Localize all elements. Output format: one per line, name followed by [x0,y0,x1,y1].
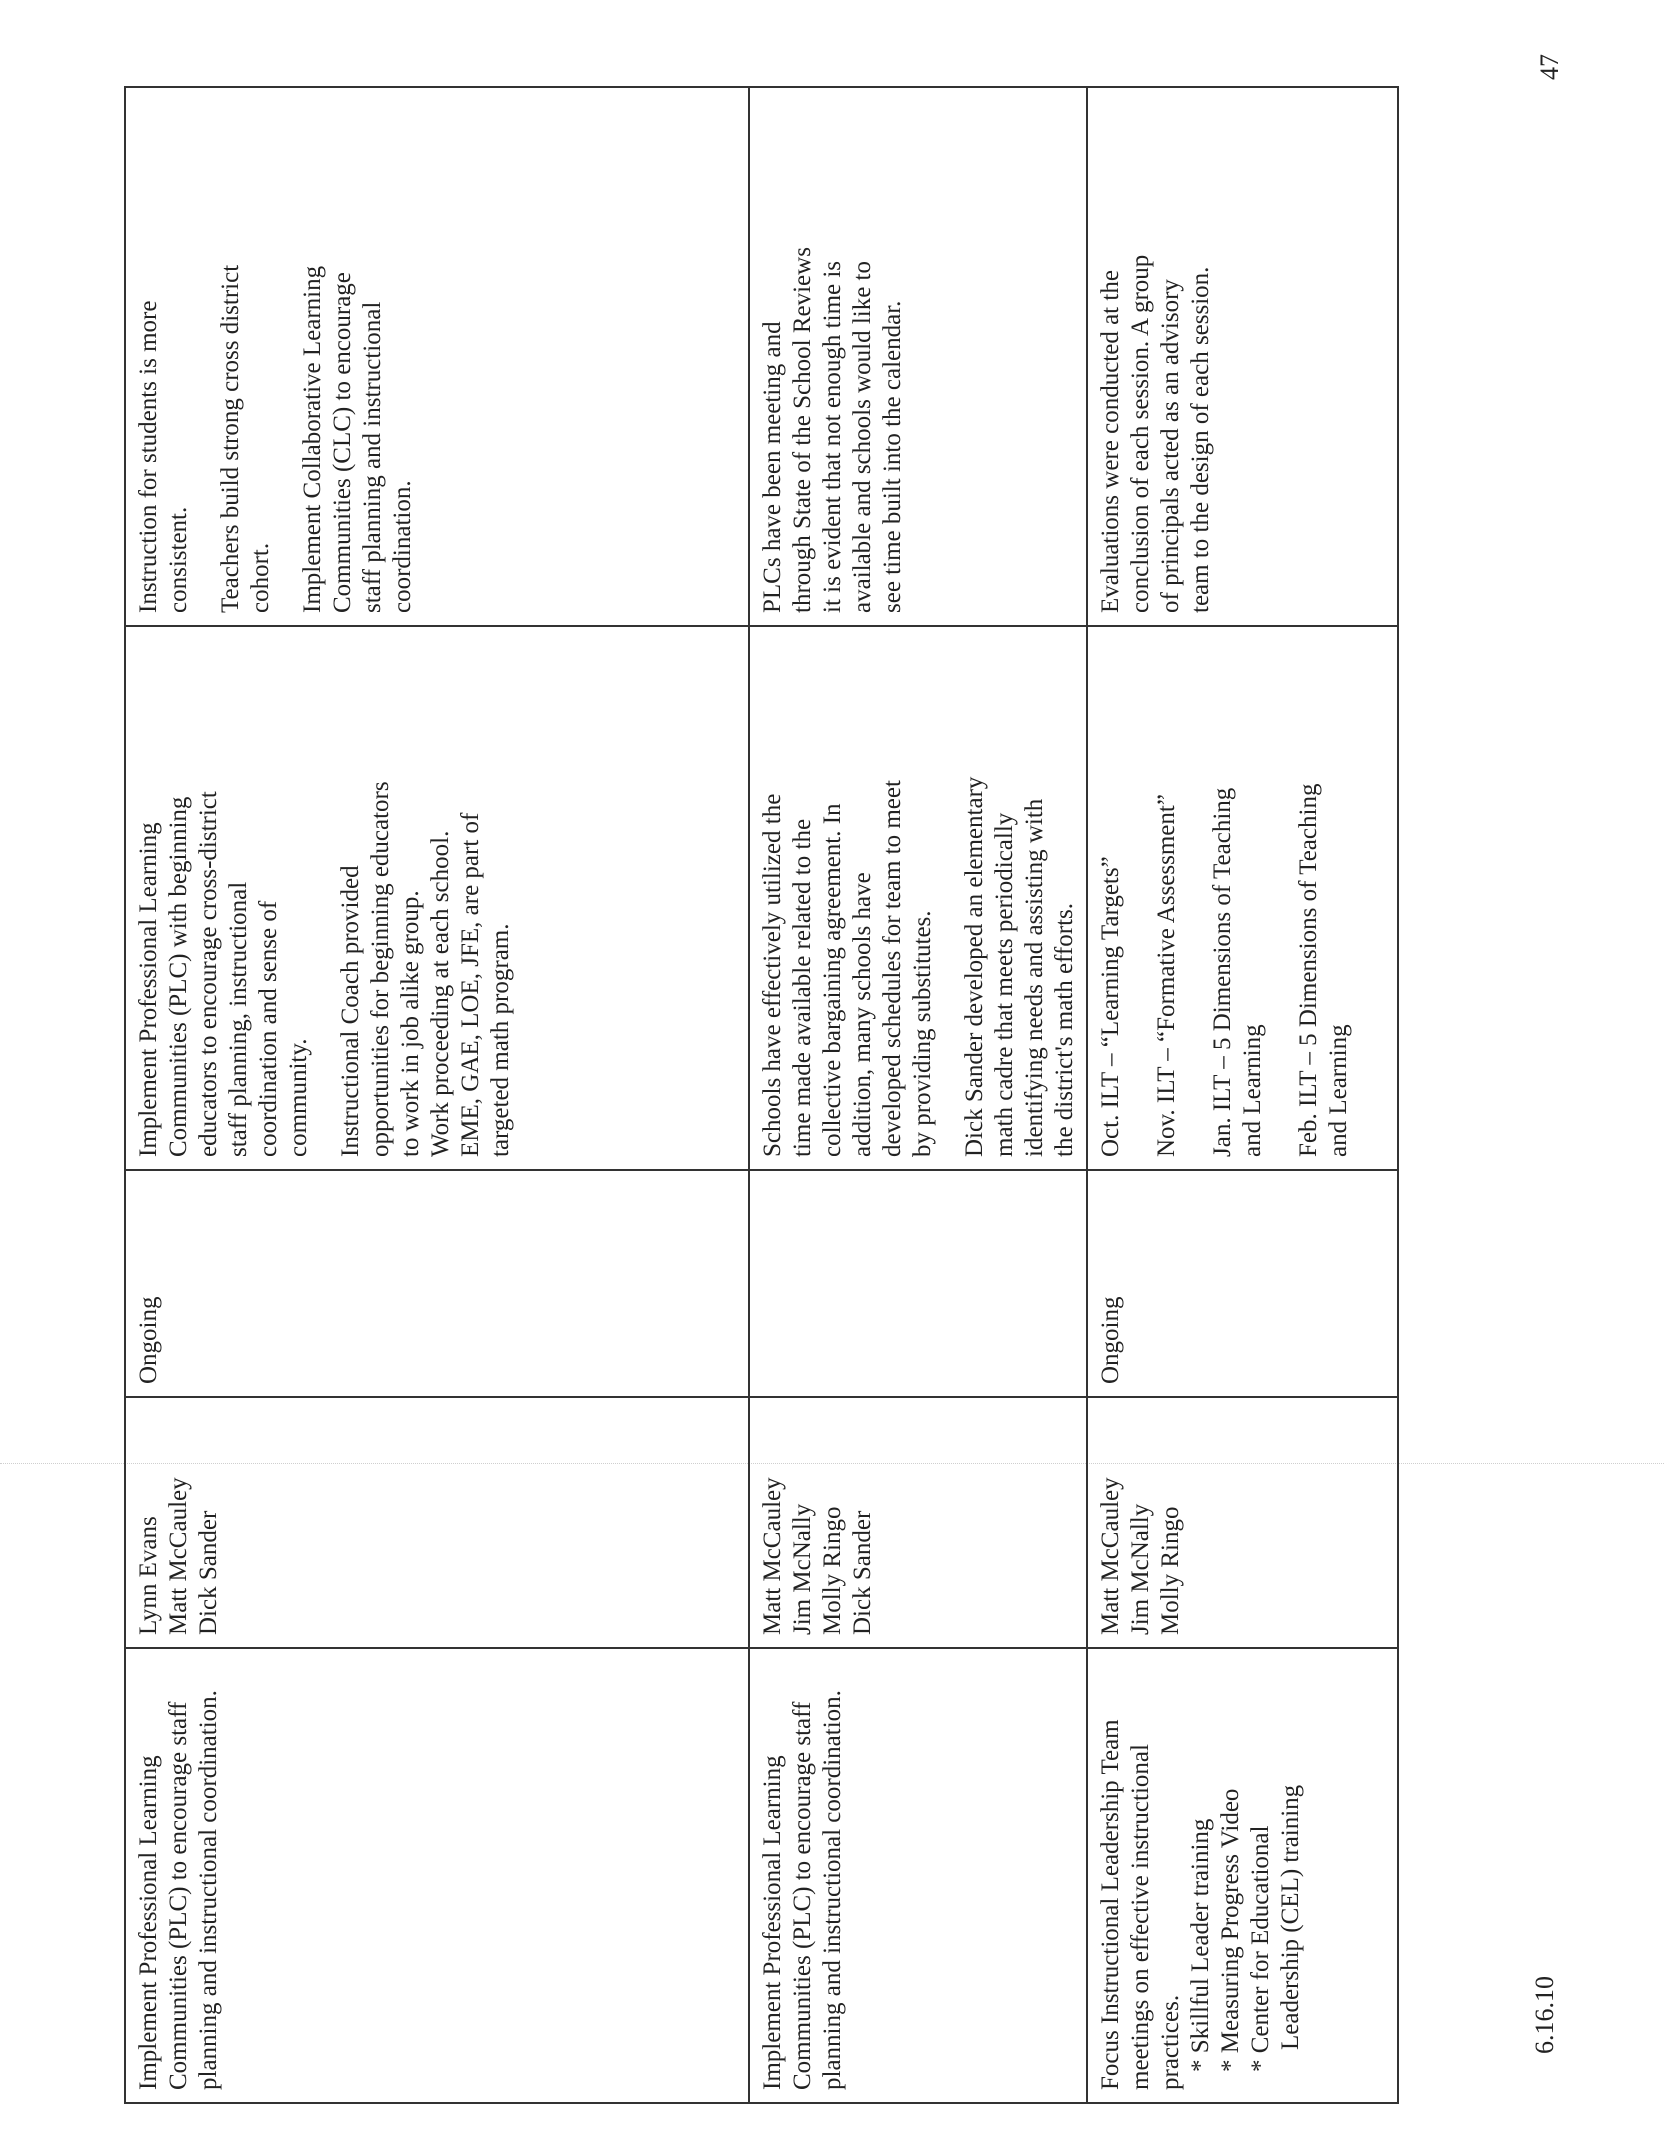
list-item: * Center for Educational Leadership (CEL) training [1246,1659,1306,2090]
strategy-text: Implement Professional Learning Communities (PLC) to encourage staff planning and instructional coordination. [759,1690,846,2090]
timeline-text: Ongoing [1097,1296,1124,1384]
person-name: Dick Sander [849,1510,876,1635]
results-paragraph: Evaluations were conducted at the conclusion of each session. A group of principals acted as an advisory team to the design of each session. [1097,254,1214,613]
strategy-cell [749,1648,1087,2103]
timeline-cell [1087,1170,1398,1397]
results-paragraph: Teachers build strong cross district cohort. [217,264,274,613]
person-name: Jim McNally [789,1503,816,1635]
results-cell [749,87,1087,626]
list-item: * Measuring Progress Video [1216,1659,1246,2090]
people-cell [749,1397,1087,1648]
person-name: Matt McCauley [165,1477,192,1635]
table-row [125,87,749,2103]
evidence-paragraph: Implement Professional Learning Communities (PLC) with beginning educators to encourage cross-district staff planning, instructional coordination and sense of community. [135,791,312,1157]
strategy-text: Implement Professional Learning Communities (PLC) to encourage staff planning and instructional coordination. [135,1690,222,2090]
strategy-cell [1087,1648,1398,2103]
table-row [1087,87,1398,2103]
results-cell [1087,87,1398,626]
document-date: 6.16.10 [1530,1976,1559,2054]
evidence-cell [1087,626,1398,1170]
strategy-bullet-list [1186,1659,1306,2090]
person-name: Matt McCauley [759,1477,786,1635]
person-name: Dick Sander [195,1510,222,1635]
results-cell [125,87,749,626]
evidence-paragraph: Oct. ILT – “Learning Targets” [1097,856,1124,1157]
evidence-paragraph: Dick Sander developed an elementary math cadre that meets periodically identifying needs and assisting with the district's math efforts. [961,776,1078,1157]
people-cell [1087,1397,1398,1648]
evidence-cell [125,626,749,1170]
strategy-cell [125,1648,749,2103]
timeline-cell [749,1170,1087,1397]
table-row [749,87,1087,2103]
evidence-paragraph: Feb. ILT – 5 Dimensions of Teaching and Learning [1295,783,1352,1157]
person-name: Molly Ringo [1157,1506,1184,1635]
timeline-cell [125,1170,749,1397]
action-plan-table [124,86,1399,2104]
evidence-paragraph: Instructional Coach provided opportunities for beginning educators to work in job alike group. Work proceeding at each school. EME, GAE, LOE, JFE, are part of targeted math program. [337,781,514,1157]
timeline-text: Ongoing [135,1296,162,1384]
list-item: * Skillful Leader training [1186,1659,1216,2090]
person-name: Molly Ringo [819,1506,846,1635]
page-number: 47 [1535,54,1564,80]
evidence-cell [749,626,1087,1170]
evidence-paragraph: Schools have effectively utilized the time made available related to the collective bargaining agreement. In addition, many schools have developed schedules for team to meet by providing substitutes. [759,780,936,1157]
evidence-paragraph: Nov. ILT – “Formative Assessment” [1153,794,1180,1157]
strategy-text: Focus Instructional Leadership Team meetings on effective instructional practices. [1097,1719,1184,2090]
evidence-paragraph: Jan. ILT – 5 Dimensions of Teaching and Learning [1209,787,1266,1157]
person-name: Matt McCauley [1097,1477,1124,1635]
results-paragraph: PLCs have been meeting and through State of the School Reviews it is evident that not enough time is available and schools would like to see time built into the calendar. [759,247,906,613]
results-paragraph: Instruction for students is more consistent. [135,300,192,613]
person-name: Jim McNally [1127,1503,1154,1635]
person-name: Lynn Evans [135,1516,162,1635]
results-paragraph: Implement Collaborative Learning Communities (CLC) to encourage staff planning and instructional coordination. [299,265,416,613]
people-cell [125,1397,749,1648]
